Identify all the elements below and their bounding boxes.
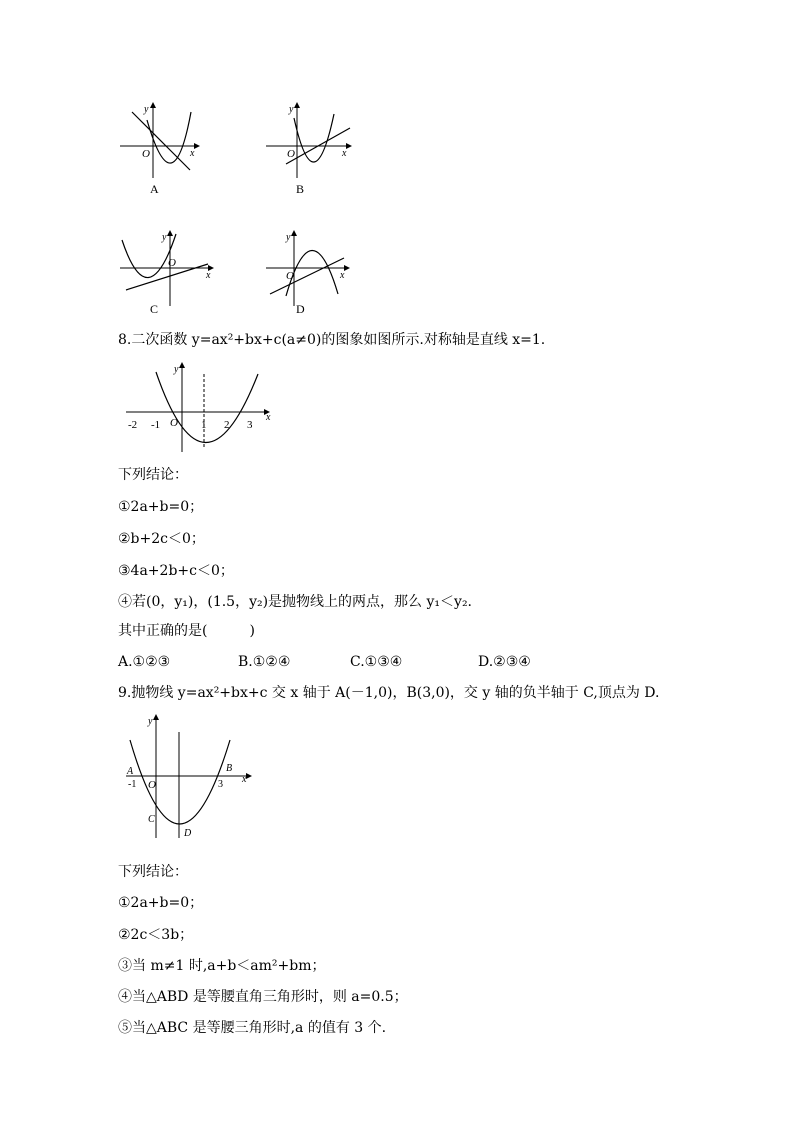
q8-intro: 下列结论：	[118, 467, 188, 483]
tick-label: 1	[201, 419, 207, 431]
point-d-label: D	[184, 828, 192, 839]
origin-label: O	[287, 148, 295, 160]
q9-item-1: ①2a+b=0；	[118, 895, 204, 911]
option-b-label: B	[296, 182, 305, 196]
y-axis-label: y	[286, 232, 291, 243]
origin-label: O	[170, 417, 178, 429]
option-b-graph	[264, 100, 354, 180]
q8-item-1: ①2a+b=0；	[118, 499, 204, 515]
point-c-label: C	[148, 814, 155, 825]
tick-label: 3	[247, 419, 253, 431]
origin-label: O	[168, 257, 176, 269]
option-d-label: D	[296, 302, 305, 316]
q8-item-2: ②b+2c＜0；	[118, 531, 205, 547]
q8-graph	[124, 360, 274, 455]
y-axis-label: y	[144, 104, 149, 115]
y-axis-label: y	[148, 716, 153, 727]
q9-item-2: ②2c＜3b；	[118, 927, 194, 943]
q9-stem: 9.抛物线 y=ax²+bx+c 交 x 轴于 A(－1,0)，B(3,0)，交 y 轴的负半轴于 C,顶点为 D.	[118, 685, 660, 701]
q9-item-5: ⑤当△ABC 是等腰三角形时,a 的值有 3 个.	[118, 1020, 387, 1036]
tick-label: -1	[151, 419, 161, 431]
tick-label: -1	[128, 779, 137, 790]
origin-label: O	[286, 270, 294, 282]
y-axis-label: y	[162, 232, 167, 243]
q9-item-3: ③当 m≠1 时,a+b＜am²+bm；	[118, 958, 326, 974]
x-axis-label: x	[242, 774, 247, 785]
q8-item-4: ④若(0，y₁)，(1.5，y₂)是抛物线上的两点，那么 y₁＜y₂.	[118, 594, 473, 610]
point-a-label: A	[127, 766, 134, 777]
y-axis-label: y	[174, 364, 179, 375]
q8-ask: 其中正确的是( )	[118, 623, 255, 639]
option-c-label: C	[150, 302, 159, 316]
q8-stem: 8.二次函数 y=ax²+bx+c(a≠0)的图象如图所示.对称轴是直线 x=1.	[118, 332, 546, 348]
choice-b[interactable]: B.①②④	[238, 654, 291, 670]
q9-intro: 下列结论：	[118, 864, 188, 880]
choice-a[interactable]: A.①②③	[118, 654, 171, 670]
choice-c[interactable]: C.①③④	[350, 654, 403, 670]
x-axis-label: x	[342, 148, 347, 159]
y-axis-label: y	[289, 104, 294, 115]
tick-label: 2	[224, 419, 230, 431]
q8-item-3: ③4a+2b+c＜0；	[118, 563, 234, 579]
option-a-graph	[118, 100, 198, 180]
origin-label: O	[142, 148, 150, 160]
q8-choices	[118, 653, 531, 671]
option-a-label: A	[150, 182, 159, 196]
x-axis-label: x	[340, 270, 345, 281]
q9-graph	[124, 712, 256, 842]
choice-d[interactable]: D.②③④	[478, 654, 531, 670]
option-d-graph	[264, 228, 354, 308]
q9-item-4: ④当△ABD 是等腰直角三角形时，则 a=0.5；	[118, 989, 408, 1005]
tick-label: 3	[218, 779, 223, 790]
x-axis-label: x	[206, 270, 211, 281]
x-axis-label: x	[190, 148, 195, 159]
tick-label: -2	[128, 419, 138, 431]
origin-label: O	[148, 779, 156, 791]
option-c-graph	[118, 228, 218, 308]
x-axis-label: x	[266, 412, 271, 423]
point-b-label: B	[226, 763, 233, 774]
